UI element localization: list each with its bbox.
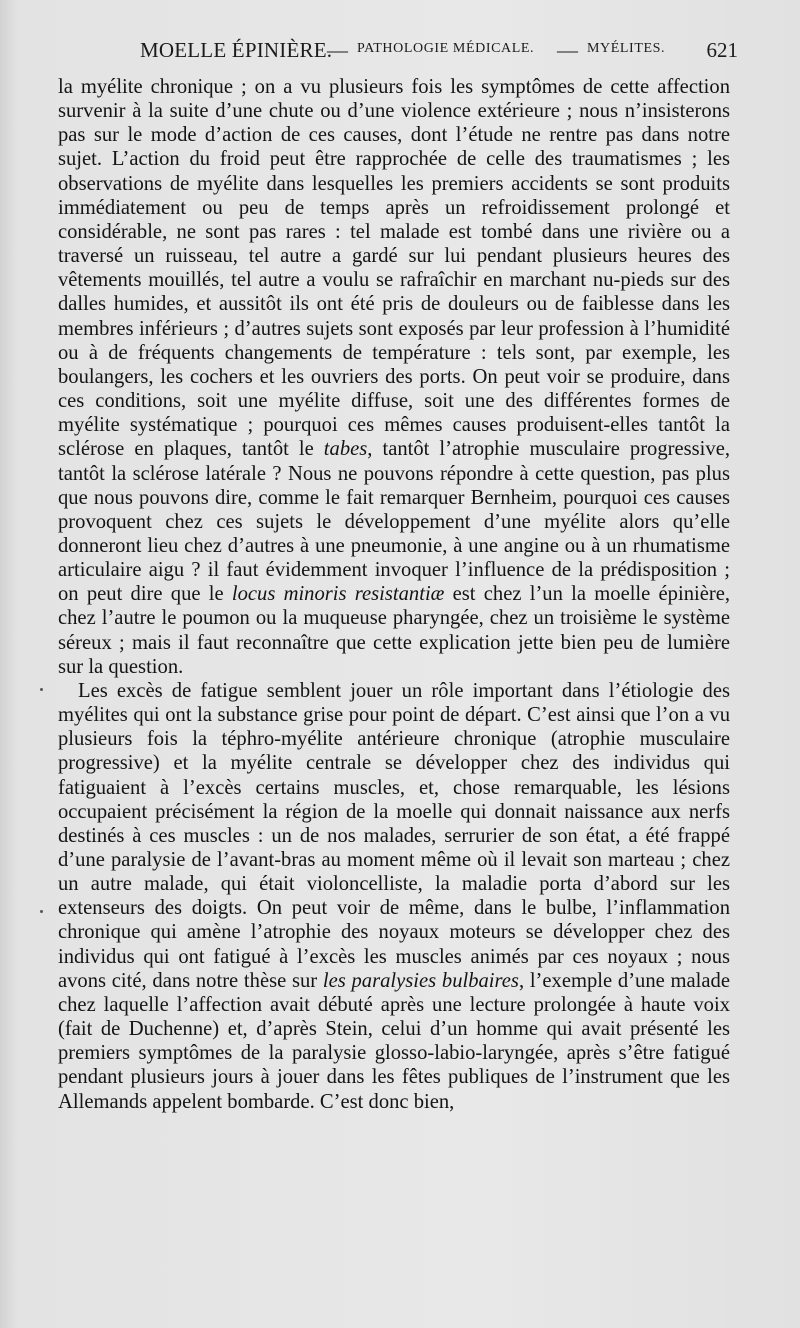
running-head-section: PATHOLOGIE MÉDICALE. <box>357 41 535 56</box>
text-run: , l’exemple d’une malade chez laquelle l’affection avait débuté après une lecture prolongée à haute voix (fait de Duchenne) et, d’après Stein, celui d’un homme qui avait présenté les premiers symptômes de la paralysie glosso-labio-laryngée, après s’être fatigué pendant plusieurs jours à jouer dans les fêtes publiques de l’instrument que les Allemands appelent bombarde. C’est donc bien, <box>58 969 730 1113</box>
italic-term: locus minoris resistantiæ <box>231 583 445 606</box>
margin-speck <box>40 688 43 691</box>
text-run: , tantôt l’atrophie musculaire progressive, tantôt la sclérose latérale ? Nous ne pouvons répondre à cette question, pas plus que nous pouvons dire, comme le fait remarquer Bernheim, pourquoi ces causes provoquent chez ces sujets le développement d’une myélite alors qu’elle donneront lieu chez d’autres à une pneumonie, à une angine ou à un rhumatisme articulaire aigu ? il faut évidemment invoquer l’influence de la prédisposition ; on peut dire que le <box>58 438 730 606</box>
running-head-subsection: MYÉLITES. <box>587 41 666 56</box>
italic-term: tabes <box>323 438 368 461</box>
text-run: est chez l’un la moelle épinière, chez l’autre le poumon ou la muqueuse pharyngée, chez un troisième le système séreux ; mais il faut reconnaître que cette explication jette bien peu de lumière sur la question. <box>58 583 730 678</box>
running-head-dash: — <box>557 38 578 62</box>
italic-term: les paralysies bulbaires <box>322 969 519 992</box>
margin-speck <box>40 910 43 913</box>
page-number: 621 <box>706 38 738 62</box>
running-head-title: MOELLE ÉPINIÈRE. <box>140 38 333 62</box>
paragraph <box>58 75 730 679</box>
body-text <box>58 75 730 1114</box>
running-head-dash: — <box>327 38 348 62</box>
text-run: la myélite chronique ; on a vu plusieurs fois les symptômes de cette affection survenir à la suite d’une chute ou d’une violence extérieure ; nous n’insisterons pas sur le mode d’action de ces causes, dont l’étude ne rentre pas dans notre sujet. L’action du froid peut être rapprochée de celle des traumatismes ; les observations de myélite dans lesquelles les premiers accidents se sont produits immédiatement ou peu de temps après un refroidissement prolongé et considérable, ne sont pas rares : tel malade est tombé dans une rivière ou a traversé un ruisseau, tel autre a gardé sur lui pendant plusieurs heures des vêtements mouillés, tel autre a voulu se rafraîchir en marchant nu-pieds sur des dalles humides, et aussitôt ils ont été pris de douleurs ou de faiblesse dans les membres inférieurs ; d’autres sujets sont exposés par leur profession à l’humidité ou à de fréquents changements de température : tels sont, par exemple, les boulangers, les cochers et les ouvriers des ports. On peut voir se produire, dans ces conditions, soit une myélite diffuse, soit une des différentes formes de myélite systématique ; pourquoi ces mêmes causes produisent-elles tantôt la sclérose en plaques, tantôt le <box>58 76 730 461</box>
paragraph <box>58 679 730 1114</box>
running-head <box>62 38 738 68</box>
text-run: Les excès de fatigue semblent jouer un rôle important dans l’étiologie des myélites qui ont la substance grise pour point de départ. C’est ainsi que l’on a vu plusieurs fois la téphro-myélite antérieure chronique (atrophie musculaire progressive) et la myélite centrale se développer chez des individus qui fatiguaient à l’excès certains muscles, et, chose remarquable, les lésions occupaient précisément la région de la moelle qui donnait naissance aux nerfs destinés à ces muscles : un de nos malades, serrurier de son état, a été frappé d’une paralysie de l’avant-bras au moment même où il levait son marteau ; chez un autre malade, qui était violoncelliste, la maladie porta d’abord sur les extenseurs des doigts. On peut voir de même, dans le bulbe, l’inflammation chronique qui amène l’atrophie des noyaux moteurs se développer chez des individus qui ont fatigué à l’excès les muscles animés par ces noyaux ; nous avons cité, dans notre thèse sur <box>58 679 730 992</box>
